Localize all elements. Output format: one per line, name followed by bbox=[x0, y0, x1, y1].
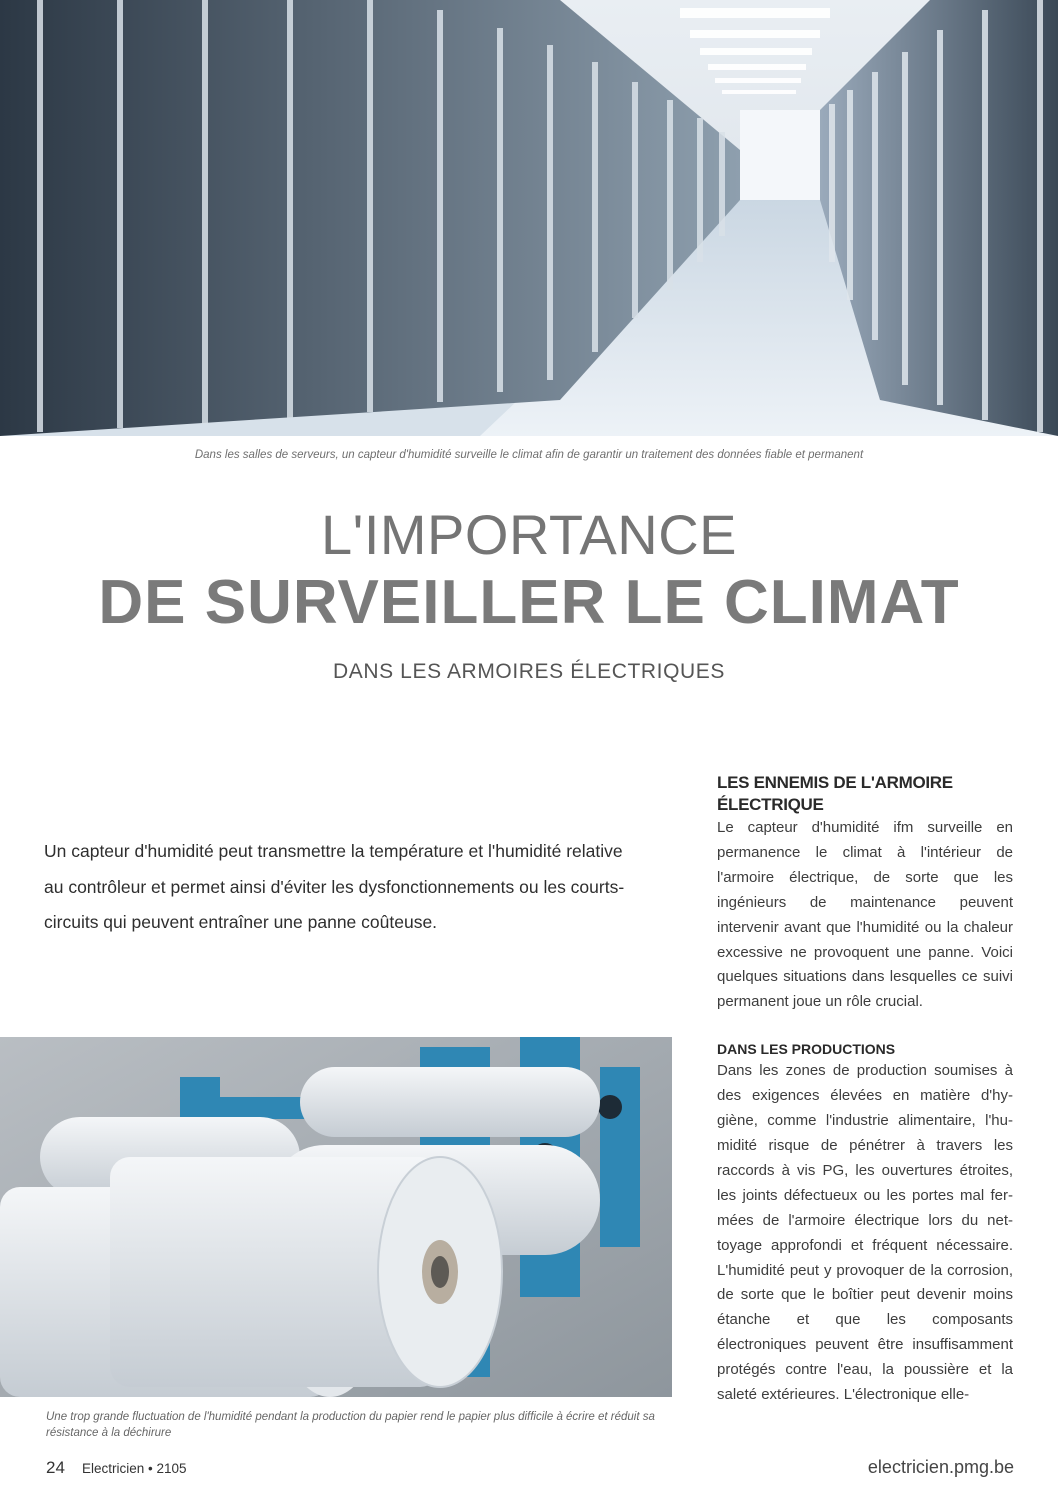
paper-rolls-photo bbox=[0, 1037, 672, 1397]
section-text-enemies: Le capteur d'humidité ifm surveille en permanence le climat à l'intérieur de l'armoire électrique, de sorte que les ingénieurs de maintenance peuvent intervenir avant que l'humidité ou la chaleur excessive ne provoquent une panne. Voici quelques situations dans lesquelles ce suivi permanent joue un rôle crucial. bbox=[717, 819, 1013, 1011]
paper-rolls-illustration bbox=[0, 1037, 672, 1397]
website-link[interactable]: electricien.pmg.be bbox=[867, 1457, 1014, 1477]
hero-caption: Dans les salles de serveurs, un capteur d'humidité surveille le climat afin de garantir un traitement des données fiable et permanent bbox=[194, 449, 864, 461]
magazine-issue: Electricien • 2105 bbox=[82, 1461, 187, 1476]
section-heading-productions: DANS LES PRODUCTIONS bbox=[717, 1041, 896, 1058]
paper-photo-caption: Une trop grande fluctuation de l'humidité pendant la production du papier rend le papier plus difficile à écrire et réduit sa résistance à la déchirure bbox=[46, 1411, 655, 1439]
server-room-photo bbox=[0, 0, 1058, 436]
article-column bbox=[717, 772, 1013, 1408]
section-heading-enemies: LES ENNEMIS DE L'ARMOIRE ÉLECTRIQUE bbox=[717, 773, 953, 814]
section-text-productions: Dans les zones de production soumises à des exigences élevées en matière d'hygiène, comme l'industrie alimentaire, l'humidité risque de pénétrer à travers les raccords à vis PG, les ouvertures étroites, les joints défectueux ou les portes mal fermées de l'armoire électrique lors du nettoyage approfondi et fréquent nécessaire. L'humidité peut y provoquer de la corrosion, de sorte que le boîtier peut devenir moins étanche et que les composants électroniques peuvent être insuffisamment protégés contre l'eau, la poussière et la saleté extérieures. L'électronique elle- bbox=[717, 1062, 1013, 1404]
page-number: 24 bbox=[46, 1458, 65, 1477]
server-room-illustration bbox=[0, 0, 1058, 436]
title-line-1: L'IMPORTANCE bbox=[320, 503, 738, 566]
title-line-2: DE SURVEILLER LE CLIMAT bbox=[98, 568, 960, 637]
intro-paragraph: Un capteur d'humidité peut transmettre la température et l'humidité relative au contrôleur et permet ainsi d'éviter les dysfonctionnements ou les courts-circuits qui peuvent entraîner une panne coûteuse. bbox=[44, 841, 625, 932]
subtitle: DANS LES ARMOIRES ÉLECTRIQUES bbox=[333, 660, 725, 683]
